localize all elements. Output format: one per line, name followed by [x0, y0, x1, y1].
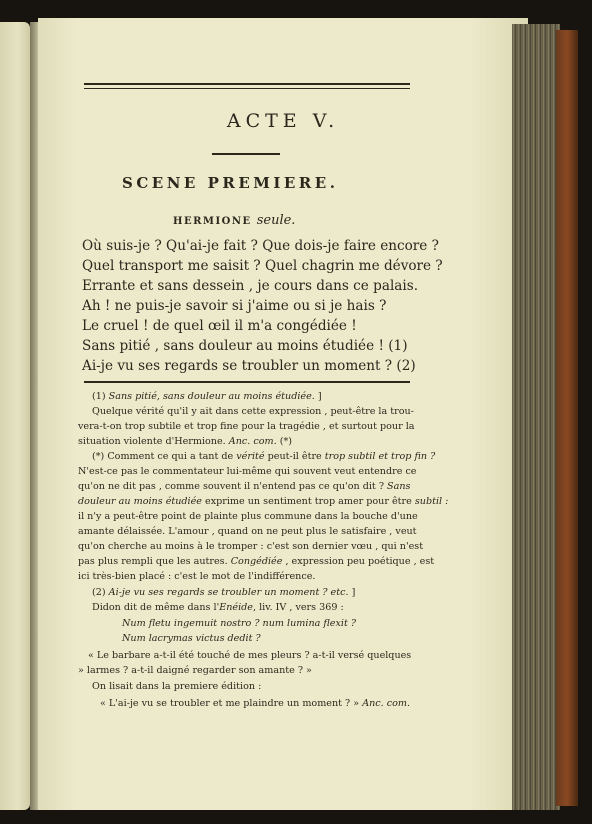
footnote-quote: Sans pitié, sans douleur au moins étudiée. [108, 391, 315, 402]
note-emphasis: Enéide [219, 602, 253, 613]
note-emphasis: vérité [236, 451, 265, 462]
note-line: amante délaissée. L'amour , quand on ne peut plus le satisfaire , veut [78, 526, 417, 537]
latin-verse: Num lacrymas victus dedit ? [122, 633, 261, 644]
note-line: N'est-ce pas le commentateur lui-même qui souvent veut entendre ce [78, 466, 417, 477]
top-rule [84, 83, 410, 85]
left-page-edge [0, 22, 30, 810]
verse-line: Où suis-je ? Qu'ai-je fait ? Que dois-je faire encore ? [82, 238, 439, 254]
verse-line: Le cruel ! de quel œil il m'a congédiée ! [82, 318, 357, 334]
note-line [78, 557, 434, 567]
note-line [78, 482, 410, 492]
note-line [92, 603, 344, 613]
note-emphasis: Sans [387, 481, 411, 492]
note-line [78, 497, 448, 507]
note-attribution: Anc. com. [228, 436, 277, 447]
act-rule [212, 153, 280, 155]
footnote-1-heading [92, 392, 322, 402]
act-title: ACTE V. [226, 110, 340, 132]
character-heading [173, 211, 295, 227]
note-emphasis: trop subtil et trop fin ? [324, 451, 436, 462]
translation-line: » larmes ? a-t-il daigné regarder son amante ? » [78, 665, 312, 676]
footnote-2-heading [92, 588, 355, 598]
verse-line: Sans pitié , sans douleur au moins étudiée ! (1) [82, 338, 408, 354]
verse-line: Ai-je vu ses regards se troubler un moment ? (2) [82, 358, 416, 374]
note-line [92, 452, 435, 462]
note-text: , expression peu poétique , est [285, 556, 435, 567]
note-emphasis: douleur au moins étudiée [78, 496, 202, 507]
note-text: Didon dit de même dans l' [92, 602, 220, 613]
verse-line: Quel transport me saisit ? Quel chagrin me dévore ? [82, 258, 443, 274]
note-text: qu'on ne dit pas , comme souvent il n'entend pas ce qu'on dit ? [78, 481, 384, 492]
note-text: pas plus rempli que les autres. [78, 556, 228, 567]
scene-title: SCENE PREMIERE. [122, 174, 339, 192]
note-line: qu'on cherche au moins à le tromper : c'est son dernier vœu , qui n'est [78, 541, 424, 552]
note-line [100, 699, 410, 709]
notes-rule [84, 381, 410, 383]
note-line: vera-t-on trop subtile et trop fine pour la tragédie , et surtout pour la [78, 421, 415, 432]
note-text: exprime un sentiment trop amer pour être [205, 496, 412, 507]
note-emphasis: Congédiée [230, 556, 283, 567]
footnote-bracket: ] [317, 391, 322, 402]
page-edges [512, 24, 560, 810]
note-asterisk: (*) [279, 436, 293, 447]
note-text: « L'ai-je vu se troubler et me plaindre un moment ? » [100, 698, 360, 709]
note-line: ici très-bien placé : c'est le mot de l'indifférence. [78, 571, 316, 582]
translation-line: « Le barbare a-t-il été touché de mes pleurs ? a-t-il versé quelques [88, 650, 412, 661]
note-attribution: Anc. com. [362, 698, 411, 709]
footnote-quote: Ai-je vu ses regards se troubler un moment ? etc. [108, 587, 349, 598]
book-page [38, 18, 528, 810]
note-line: On lisait dans la premiere édition : [92, 681, 262, 692]
note-emphasis: subtil : [414, 496, 449, 507]
footnote-number: (2) [92, 587, 106, 598]
character-name: HERMIONE [173, 216, 252, 227]
note-text: peut-il être [267, 451, 322, 462]
note-line [78, 437, 292, 447]
latin-verse: Num fletu ingemuit nostro ? num lumina flexit ? [122, 618, 357, 629]
verse-line: Errante et sans dessein , je cours dans ce palais. [82, 278, 419, 294]
book-cover-edge [556, 30, 578, 806]
footnote-bracket: ] [351, 587, 356, 598]
note-text: situation violente d'Hermione. [78, 436, 226, 447]
note-line: Quelque vérité qu'il y ait dans cette expression , peut-être la trou- [92, 406, 414, 417]
note-text: (*) Comment ce qui a tant de [92, 451, 234, 462]
verse-line: Ah ! ne puis-je savoir si j'aime ou si je hais ? [82, 298, 387, 314]
note-line: il n'y a peut-être point de plainte plus commune dans la bouche d'une [78, 511, 418, 522]
footnote-number: (1) [92, 391, 106, 402]
top-rule-thin [84, 88, 410, 89]
stage-direction: seule. [256, 213, 296, 228]
note-text: , liv. IV , vers 369 : [252, 602, 344, 613]
